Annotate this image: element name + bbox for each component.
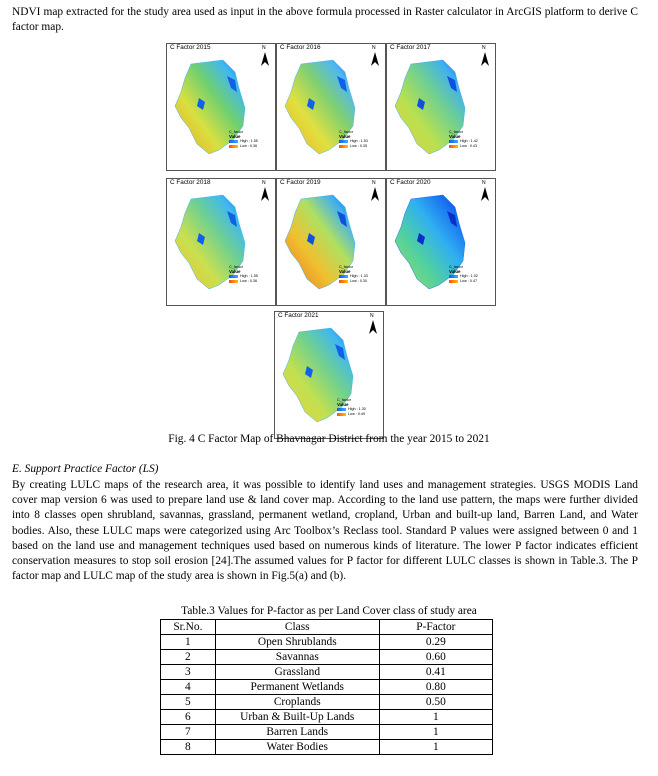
map-legend: C_factor Value High : 1.30 Low : 0.49 [337,398,366,417]
map-legend: C_factor Value High : 1.53 Low : 0.35 [339,130,368,149]
table-row [161,740,493,755]
legend-low-swatch [337,413,346,417]
cell-srno: 1 [161,635,216,650]
map-legend: C_factor Value High : 1.55 Low : 0.36 [229,265,258,284]
cell-pfactor: 0.41 [379,665,492,680]
cell-class: Water Bodies [215,740,379,755]
legend-low-swatch [449,280,458,284]
table-row [161,680,493,695]
cell-class: Open Shrublands [215,635,379,650]
legend-low-swatch [229,280,238,284]
cell-pfactor: 1 [379,725,492,740]
intro-paragraph: NDVI map extracted for the study area used as input in the above formula processed in Raster calculator in ArcGIS platform to derive C factor map. [12,6,638,34]
cell-pfactor: 1 [379,740,492,755]
cell-class: Barren Lands [215,725,379,740]
table-row [161,710,493,725]
north-arrow-icon: N [480,46,490,68]
north-arrow-icon: N [370,181,380,203]
cell-class: Permanent Wetlands [215,680,379,695]
cell-class: Savannas [215,650,379,665]
panel-title: C Factor 2021 [278,312,319,319]
legend-low-swatch [339,145,348,149]
legend-high-swatch [449,275,458,279]
table-row [161,635,493,650]
cell-pfactor: 0.60 [379,650,492,665]
body-paragraph: By creating LULC maps of the research area, it was possible to identify land uses and management strategies. USGS MODIS Land cover map version 6 was used to prepare land use & land cover map. According to the land use pattern, the maps were further divided into 8 classes open shrubland, savannas, grassland, permanent wetland, cropland, Urban and built-up land, Barren Land, and Water bodies. Also, these LULC maps were categorized using Arc Toolbox’s Reclass tool. Standard P values were assigned between 0 and 1 based on the land use and management techniques used based on numerous kinds of literature. The lower P factor indicates efficient conservation measures to stop soil erosion [24].The assumed values for P factor for different LULC classes is shown in Table.3. The P factor map and LULC map of the study area is shown in Fig.5(a) and (b). [12,479,638,583]
legend-high-swatch [229,140,238,144]
map-panel [276,43,386,171]
legend-high-swatch [449,140,458,144]
table-header-row [161,620,493,635]
map-panel [274,311,384,439]
map-legend: C_factor Value High : 1.42 Low : 0.43 [449,130,478,149]
legend-high-swatch [337,408,346,412]
north-arrow-icon: N [368,314,378,336]
map-panel [276,178,386,306]
table-row [161,695,493,710]
table-row [161,725,493,740]
legend-high-swatch [229,275,238,279]
cell-pfactor: 1 [379,710,492,725]
p-factor-table [160,619,493,755]
cell-srno: 6 [161,710,216,725]
cell-srno: 2 [161,650,216,665]
north-arrow-icon: N [370,46,380,68]
panel-title: C Factor 2017 [390,44,431,51]
map-legend: C_factor Value High : 1.55 Low : 0.36 [229,130,258,149]
panel-title: C Factor 2015 [170,44,211,51]
column-header-class: Class [215,620,379,635]
north-arrow-icon: N [260,46,270,68]
panel-title: C Factor 2016 [280,44,321,51]
panel-title: C Factor 2018 [170,179,211,186]
cell-pfactor: 0.80 [379,680,492,695]
cell-srno: 5 [161,695,216,710]
cell-class: Grassland [215,665,379,680]
cell-srno: 7 [161,725,216,740]
panel-title: C Factor 2020 [390,179,431,186]
legend-high-swatch [339,140,348,144]
map-panel [166,178,276,306]
cell-class: Croplands [215,695,379,710]
map-legend: C_factor Value High : 1.02 Low : 0.47 [449,265,478,284]
legend-low-swatch [449,145,458,149]
cell-pfactor: 0.50 [379,695,492,710]
cell-srno: 3 [161,665,216,680]
section-heading: E. Support Practice Factor (LS) [12,463,159,475]
cell-pfactor: 0.29 [379,635,492,650]
table-caption: Table.3 Values for P-factor as per Land Cover class of study area [181,605,477,617]
legend-high-swatch [339,275,348,279]
table-row [161,665,493,680]
column-header-srno: Sr.No. [161,620,216,635]
north-arrow-icon: N [480,181,490,203]
panel-title: C Factor 2019 [280,179,321,186]
figure-caption: Fig. 4 C Factor Map of Bhavnagar District from the year 2015 to 2021 [168,433,490,445]
north-arrow-icon: N [260,181,270,203]
map-panel [166,43,276,171]
map-panel [386,178,496,306]
map-legend: C_factor Value High : 1.33 Low : 0.30 [339,265,368,284]
cell-srno: 8 [161,740,216,755]
map-panel [386,43,496,171]
legend-low-swatch [229,145,238,149]
table-row [161,650,493,665]
legend-low-swatch [339,280,348,284]
cell-class: Urban & Built-Up Lands [215,710,379,725]
cell-srno: 4 [161,680,216,695]
column-header-pfactor: P-Factor [379,620,492,635]
